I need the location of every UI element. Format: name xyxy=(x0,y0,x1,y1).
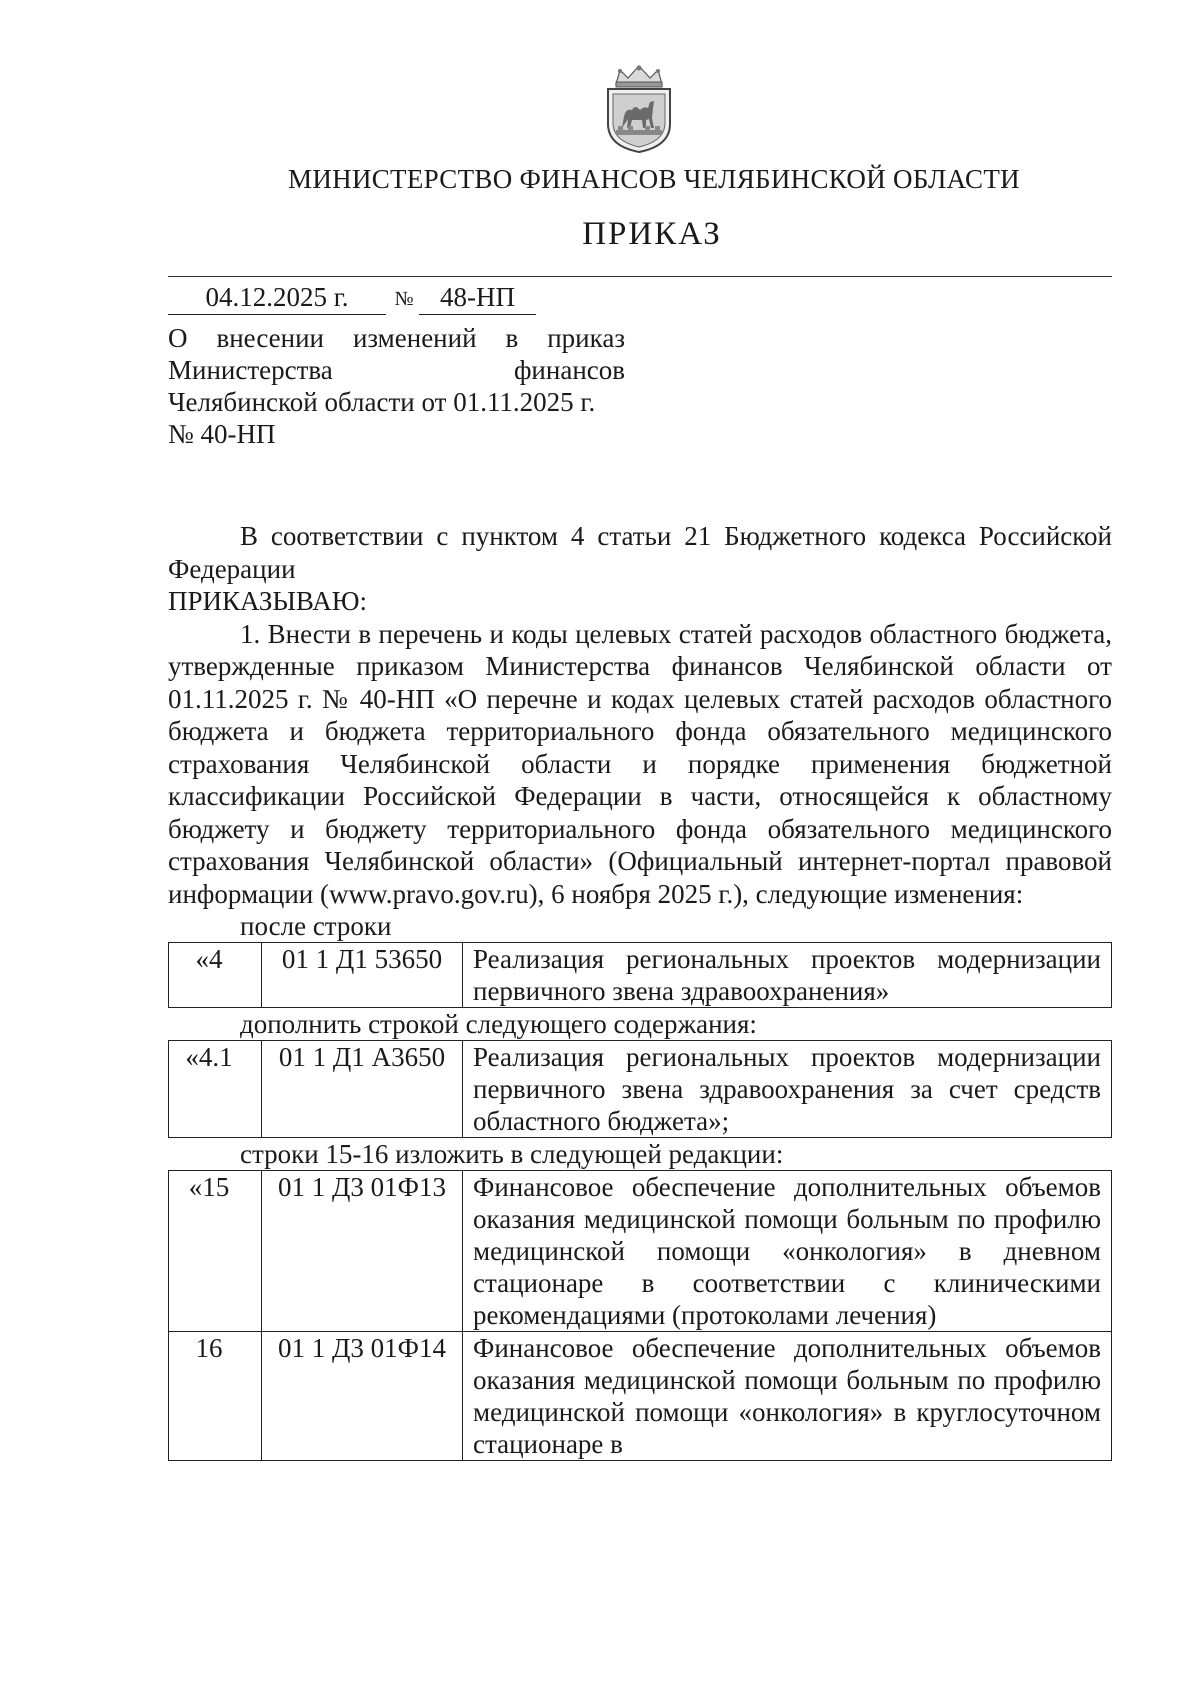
add-row-label: дополнить строкой следующего содержания: xyxy=(240,1009,757,1039)
order-date: 04.12.2025 г. xyxy=(168,282,386,315)
header-divider xyxy=(168,276,1112,277)
row-number: «4.1 xyxy=(169,1041,262,1138)
order-directive: ПРИКАЗЫВАЮ: xyxy=(168,586,367,616)
row-code: 01 1 Д1 А3650 xyxy=(262,1041,463,1138)
subject-line: О внесении изменений в приказ xyxy=(168,323,625,353)
table-existing-row xyxy=(168,942,1112,1008)
row-text: Финансовое обеспечение дополнительных объемов оказания медицинской помощи больным по профилю медицинской помощи «онкология» в дневном стационаре в соответствии с клиническими рекомендациями (протоколами лечения) xyxy=(463,1171,1112,1332)
ministry-name: МИНИСТЕРСТВО ФИНАНСОВ ЧЕЛЯБИНСКОЙ ОБЛАСТИ xyxy=(288,164,1020,194)
table-row xyxy=(169,1171,1112,1332)
replace-rows-label: строки 15-16 изложить в следующей редакции: xyxy=(240,1139,784,1169)
row-text: Реализация региональных проектов модернизации первичного звена здравоохранения за счет средств областного бюджета»; xyxy=(463,1041,1112,1138)
order-number: 48-НП xyxy=(419,282,536,315)
table-new-row xyxy=(168,1040,1112,1138)
subject-line: Министерства финансов xyxy=(168,355,625,385)
row-number: «15 xyxy=(169,1171,262,1332)
table-replaced-rows xyxy=(168,1170,1112,1461)
row-code: 01 1 Д3 01Ф14 xyxy=(262,1332,463,1461)
order-subject xyxy=(168,322,625,450)
document-type: ПРИКАЗ xyxy=(582,216,722,252)
row-number: «4 xyxy=(169,943,262,1008)
table-row xyxy=(169,1332,1112,1461)
row-text: Финансовое обеспечение дополнительных объемов оказания медицинской помощи больным по профилю медицинской помощи «онкология» в круглосуточном стационаре в xyxy=(463,1332,1112,1461)
item-1-text: 1. Внести в перечень и коды целевых статей расходов областного бюджета, утвержденные приказом Министерства финансов Челябинской области от 01.11.2025 г. № 40-НП «О перечне и кодах целевых статей расходов областного бюджета и бюджета территориального фонда обязательного медицинского страхования Челябинской области и порядке применения бюджетной классификации Российской Федерации в части, относящейся к областному бюджету и бюджету территориального фонда обязательного медицинского страхования Челябинской области» (Официальный интернет-портал правовой информации (www.pravo.gov.ru), 6 ноября 2025 г.), следующие изменения: xyxy=(168,618,1112,909)
table-row xyxy=(169,943,1112,1008)
order-body xyxy=(168,520,1112,1461)
row-code: 01 1 Д3 01Ф13 xyxy=(262,1171,463,1332)
subject-line: Челябинской области от 01.11.2025 г. xyxy=(168,387,596,417)
subject-line: № 40-НП xyxy=(168,419,276,449)
table-row xyxy=(169,1041,1112,1138)
chelyabinsk-coat-of-arms-icon xyxy=(602,62,676,154)
legal-basis: В соответствии с пунктом 4 статьи 21 Бюджетного кодекса Российской Федерации xyxy=(168,521,1112,584)
after-row-label: после строки xyxy=(240,911,392,941)
row-code: 01 1 Д1 53650 xyxy=(262,943,463,1008)
number-sign: № xyxy=(394,288,414,310)
row-number: 16 xyxy=(169,1332,262,1461)
row-text: Реализация региональных проектов модернизации первичного звена здравоохранения» xyxy=(463,943,1112,1008)
